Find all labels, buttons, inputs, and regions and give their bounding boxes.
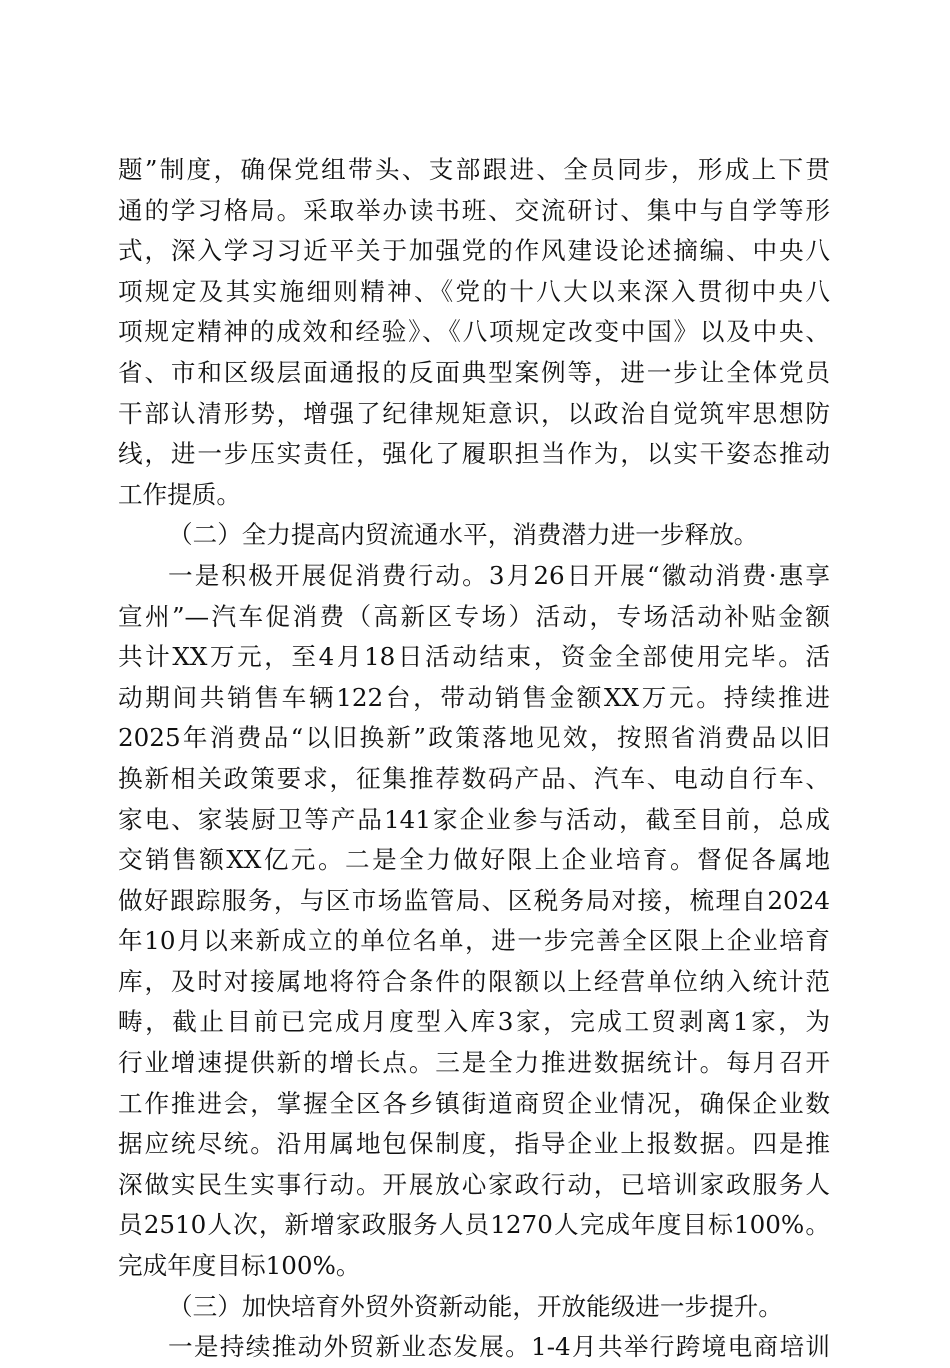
- text-line: 线，进一步压实责任，强化了履职担当作为，以实干姿态推动: [118, 439, 830, 469]
- text-line: 库，及时对接属地将符合条件的限额以上经营单位纳入统计范: [118, 966, 830, 996]
- section-heading: （二）全力提高内贸流通水平，消费潜力进一步释放。: [168, 520, 759, 550]
- text-line: 交销售额XX亿元。二是全力做好限上企业培育。督促各属地: [118, 845, 830, 875]
- text-line: 据应统尽统。沿用属地包保制度，指导企业上报数据。四是推: [118, 1129, 830, 1159]
- text-line: 项规定精神的成效和经验》、《八项规定改变中国》以及中央、: [118, 317, 830, 347]
- paragraph-first-line: 一是积极开展促消费行动。3月26日开展“徽动消费·惠享: [168, 560, 830, 590]
- text-line: 宣州”—汽车促消费（高新区专场）活动，专场活动补贴金额: [118, 601, 830, 631]
- text-line: 员2510人次，新增家政服务人员1270人完成年度目标100%。: [118, 1210, 830, 1240]
- text-line: 完成年度目标100%。: [118, 1251, 361, 1281]
- document-body: [118, 150, 830, 1368]
- text-line: 通的学习格局。采取举办读书班、交流研讨、集中与自学等形: [118, 195, 830, 225]
- text-line: 换新相关政策要求，征集推荐数码产品、汽车、电动自行车、: [118, 763, 830, 793]
- text-line: 畴，截止目前已完成月度型入库3家，完成工贸剥离1家，为: [118, 1007, 830, 1037]
- text-line: 工作提质。: [118, 479, 241, 509]
- text-line: 干部认清形势，增强了纪律规矩意识，以政治自觉筑牢思想防: [118, 398, 830, 428]
- paragraph-first-line: 一是持续推动外贸新业态发展。1-4月共举行跨境电商培训: [168, 1332, 830, 1362]
- text-line: 家电、家装厨卫等产品141家企业参与活动，截至目前，总成: [118, 804, 830, 834]
- text-line: 式，深入学习习近平关于加强党的作风建设论述摘编、中央八: [118, 236, 830, 266]
- section-heading: （三）加快培育外贸外资新动能，开放能级进一步提升。: [168, 1291, 783, 1321]
- text-line: 深做实民生实事行动。开展放心家政行动，已培训家政服务人: [118, 1169, 830, 1199]
- text-line: 题”制度，确保党组带头、支部跟进、全员同步，形成上下贯: [118, 155, 830, 184]
- text-line: 省、市和区级层面通报的反面典型案例等，进一步让全体党员: [118, 357, 830, 387]
- text-line: 项规定及其实施细则精神、《党的十八大以来深入贯彻中央八: [118, 276, 830, 306]
- text-line: 行业增速提供新的增长点。三是全力推进数据统计。每月召开: [118, 1048, 830, 1078]
- text-line: 动期间共销售车辆122台，带动销售金额XX万元。持续推进: [118, 682, 830, 712]
- text-line: 年10月以来新成立的单位名单，进一步完善全区限上企业培育: [118, 926, 830, 956]
- text-line: 做好跟踪服务，与区市场监管局、区税务局对接，梳理自2024: [118, 885, 830, 915]
- text-line: 2025年消费品“以旧换新”政策落地见效，按照省消费品以旧: [118, 723, 830, 753]
- text-line: 共计XX万元，至4月18日活动结束，资金全部使用完毕。活: [118, 642, 830, 672]
- text-line: 工作推进会，掌握全区各乡镇街道商贸企业情况，确保企业数: [118, 1088, 830, 1118]
